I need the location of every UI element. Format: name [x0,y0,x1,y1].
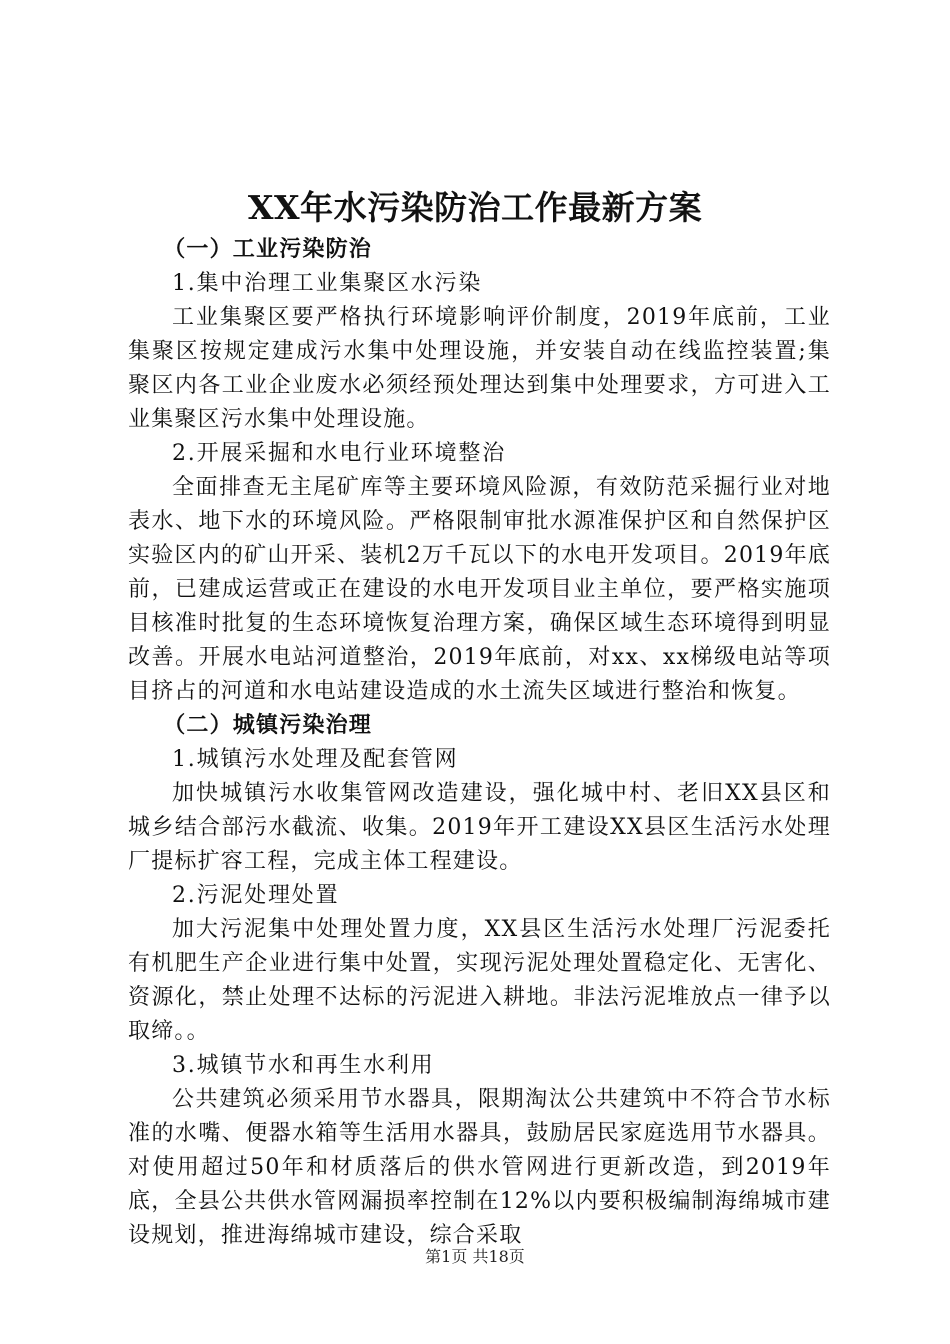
document-title: XX年水污染防治工作最新方案 [247,188,703,227]
subsection-heading: 2.污泥处理处置 [172,883,340,908]
document-body [128,233,831,1253]
body-paragraph: 全面排查无主尾矿库等主要环境风险源，有效防范采掘行业对地表水、地下水的环境风险。严格限制审批水源准保护区和自然保护区实验区内的矿山开采、装机2万千瓦以下的水电开发项目。2019年底前，已建成运营或正在建设的水电开发项目业主单位，要严格实施项目核准时批复的生态环境恢复治理方案，确保区域生态环境得到明显改善。开展水电站河道整治，2019年底前，对xx、xx梯级电站等项目挤占的河道和水电站建设造成的水土流失区域进行整治和恢复。 [128,475,831,704]
body-paragraph: 工业集聚区要严格执行环境影响评价制度，2019年底前，工业集聚区按规定建成污水集中处理设施，并安装自动在线监控装置;集聚区内各工业企业废水必须经预处理达到集中处理要求，方可进入工业集聚区污水集中处理设施。 [128,305,831,432]
body-paragraph: 公共建筑必须采用节水器具，限期淘汰公共建筑中不符合节水标准的水嘴、便器水箱等生活用水器具，鼓励居民家庭选用节水器具。对使用超过50年和材质落后的供水管网进行更新改造，到2019年底，全县公共供水管网漏损率控制在12%以内要积极编制海绵城市建设规划，推进海绵城市建设，综合采取 [128,1087,831,1248]
page-footer: 第1页 共18页 [425,1247,525,1266]
section-heading: （二）城镇污染治理 [163,713,372,738]
subsection-heading: 3.城镇节水和再生水利用 [172,1053,435,1078]
body-paragraph: 加快城镇污水收集管网改造建设，强化城中村、老旧XX县区和城乡结合部污水截流、收集。2019年开工建设XX县区生活污水处理厂提标扩容工程，完成主体工程建设。 [128,781,831,874]
subsection-heading: 1.集中治理工业集聚区水污染 [172,271,483,296]
subsection-heading: 2.开展采掘和水电行业环境整治 [172,441,506,466]
body-paragraph: 加大污泥集中处理处置力度，XX县区生活污水处理厂污泥委托有机肥生产企业进行集中处置，实现污泥处理处置稳定化、无害化、资源化，禁止处理不达标的污泥进入耕地。非法污泥堆放点一律予以取缔。。 [128,917,831,1044]
subsection-heading: 1.城镇污水处理及配套管网 [172,747,459,772]
section-heading: （一）工业污染防治 [163,237,372,262]
